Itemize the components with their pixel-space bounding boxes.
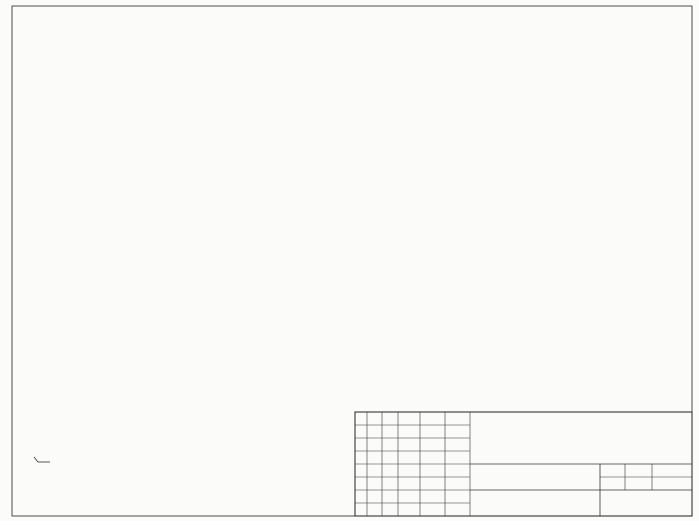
title-block [355, 412, 692, 516]
note-2-mark-symbol [34, 457, 50, 462]
sheet-frame [12, 6, 692, 516]
stamp-left-table [355, 412, 470, 516]
